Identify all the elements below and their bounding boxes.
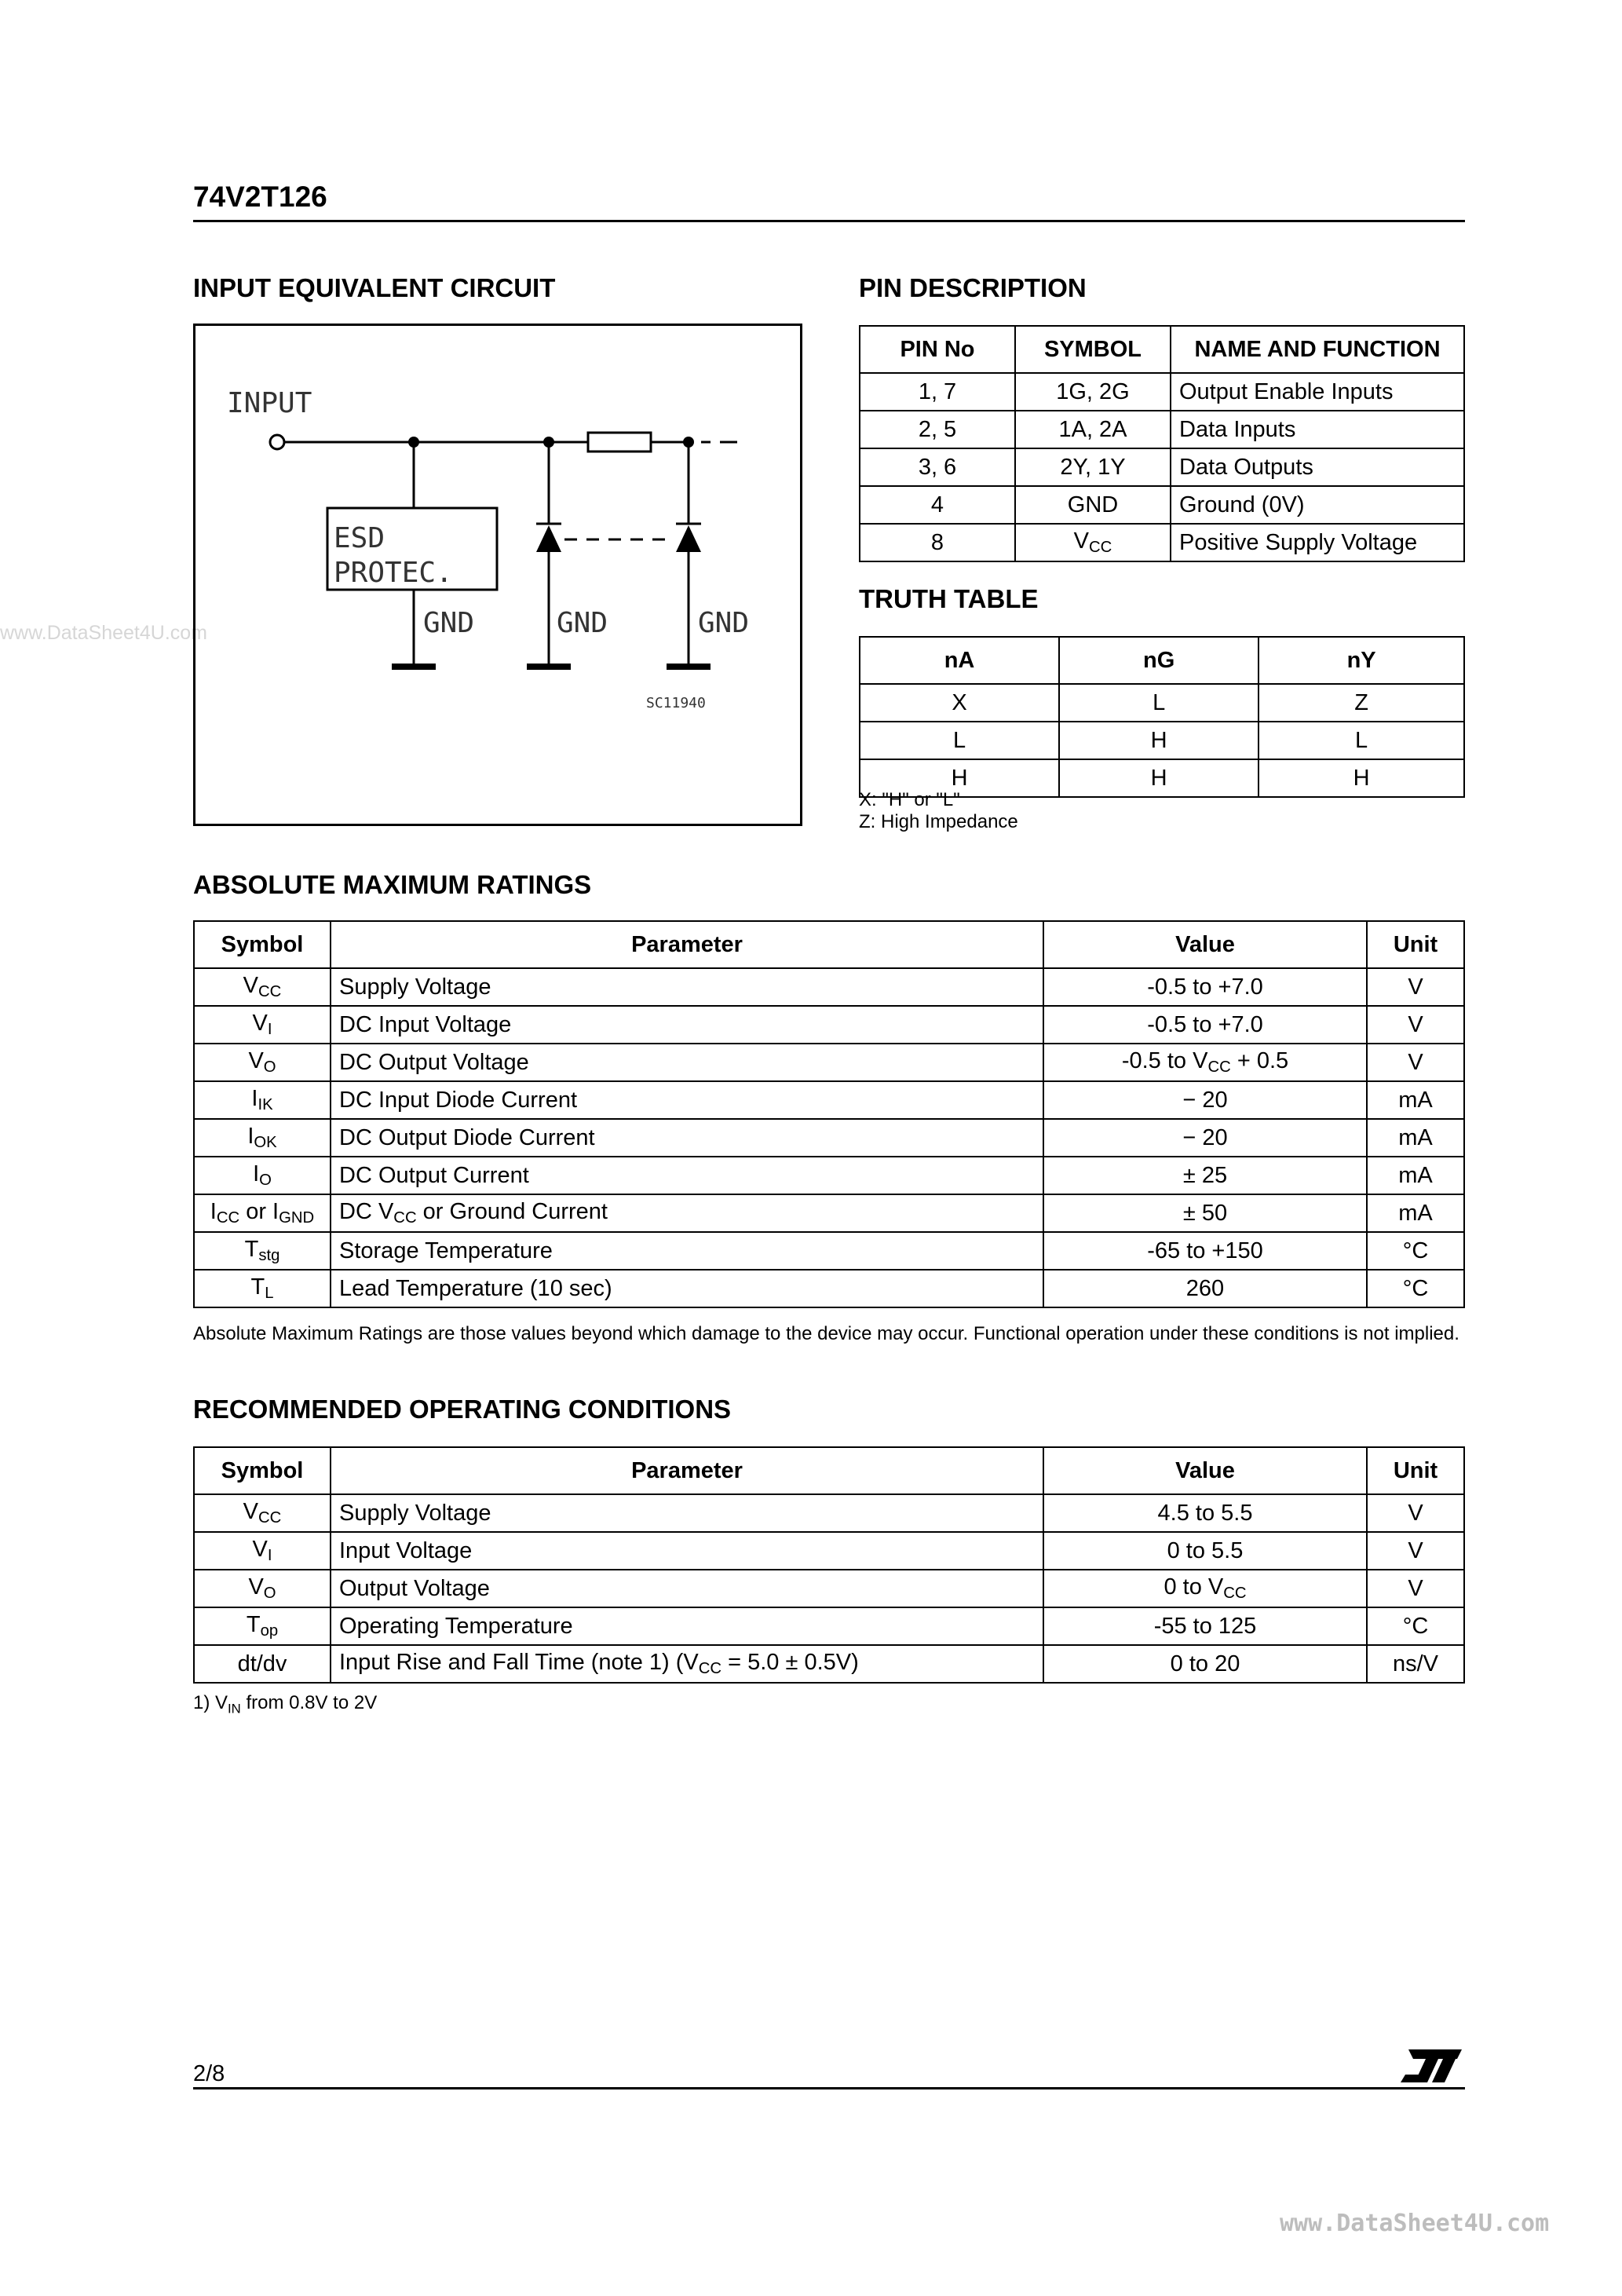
subscript: stg xyxy=(258,1247,280,1265)
symbol-cell: 2Y, 1Y xyxy=(1015,448,1171,486)
circuit-diagram xyxy=(193,324,802,826)
name-cell: Data Outputs xyxy=(1171,448,1464,486)
table-cell: Lead Temperature (10 sec) xyxy=(331,1270,1043,1307)
text-span: V xyxy=(243,1498,259,1524)
table-cell: 0 to 20 xyxy=(1043,1645,1367,1683)
watermark-left: www.DataSheet4U.com xyxy=(0,622,208,644)
text-span: or Ground Current xyxy=(416,1198,608,1224)
table-row xyxy=(194,1119,1464,1157)
table-cell: 0 to 5.5 xyxy=(1043,1532,1367,1570)
pin-cell: 8 xyxy=(860,524,1015,561)
text-span: -0.5 to V xyxy=(1121,1047,1208,1073)
table-cell xyxy=(1043,1570,1367,1607)
symbol-cell: 1G, 2G xyxy=(1015,373,1171,411)
table-cell: V xyxy=(1367,1532,1464,1570)
table-cell: Z xyxy=(1259,684,1464,722)
truth-table xyxy=(859,636,1465,798)
pin-cell: 4 xyxy=(860,486,1015,524)
table-cell xyxy=(1043,1044,1367,1081)
table-row xyxy=(860,684,1464,722)
subscript: I xyxy=(267,1021,272,1039)
table-header-cell: Parameter xyxy=(331,1447,1043,1494)
table-cell: -0.5 to +7.0 xyxy=(1043,1006,1367,1044)
table-header-cell: Symbol xyxy=(194,921,331,968)
table-cell: mA xyxy=(1367,1119,1464,1157)
name-cell: Positive Supply Voltage xyxy=(1171,524,1464,561)
table-cell xyxy=(194,1194,331,1232)
table-cell: V xyxy=(1367,1494,1464,1532)
table-cell: °C xyxy=(1367,1607,1464,1645)
table-cell: Input Voltage xyxy=(331,1532,1043,1570)
table-row xyxy=(194,1645,1464,1683)
subscript: O xyxy=(263,1058,276,1077)
ny-header: nY xyxy=(1259,637,1464,684)
rec-op-table xyxy=(193,1446,1465,1684)
footer-rule xyxy=(193,2087,1465,2089)
table-cell xyxy=(194,1044,331,1081)
gnd-label-3: GND xyxy=(698,607,750,639)
text-span: V xyxy=(1073,528,1090,554)
table-cell: H xyxy=(860,759,1059,797)
table-header-cell: Symbol xyxy=(194,1447,331,1494)
table-header-row xyxy=(194,1447,1464,1494)
subscript: CC xyxy=(1223,1585,1247,1603)
table-cell: V xyxy=(1367,1570,1464,1607)
text-span: 0 to V xyxy=(1164,1574,1224,1600)
table-cell: V xyxy=(1367,1006,1464,1044)
table-header-cell: Parameter xyxy=(331,921,1043,968)
table-row xyxy=(860,448,1464,486)
na-header: nA xyxy=(860,637,1059,684)
abs-max-table xyxy=(193,920,1465,1308)
text-span: V xyxy=(252,1010,268,1036)
table-row xyxy=(194,1232,1464,1270)
table-cell: mA xyxy=(1367,1081,1464,1119)
table-header-row xyxy=(194,921,1464,968)
rec-op-note xyxy=(193,1693,377,1720)
text-span: I xyxy=(247,1123,254,1149)
circuit-code: SC11940 xyxy=(646,695,706,711)
text-span: DC V xyxy=(339,1198,394,1224)
table-cell xyxy=(194,1119,331,1157)
table-header-cell: Value xyxy=(1043,1447,1367,1494)
table-cell: Supply Voltage xyxy=(331,1494,1043,1532)
table-header-row xyxy=(860,637,1464,684)
table-cell: DC Output Diode Current xyxy=(331,1119,1043,1157)
table-row xyxy=(194,1044,1464,1081)
table-cell: ± 50 xyxy=(1043,1194,1367,1232)
table-cell xyxy=(194,968,331,1006)
subscript: CC xyxy=(393,1209,417,1227)
table-row xyxy=(194,1157,1464,1194)
junction-dot xyxy=(408,437,419,448)
table-cell: X xyxy=(860,684,1059,722)
ng-header: nG xyxy=(1059,637,1259,684)
watermark-bottom: www.DataSheet4U.com xyxy=(1280,2210,1550,2237)
table-cell: DC Output Voltage xyxy=(331,1044,1043,1081)
table-cell xyxy=(194,1607,331,1645)
table-cell: ± 25 xyxy=(1043,1157,1367,1194)
table-row xyxy=(194,1006,1464,1044)
table-cell: − 20 xyxy=(1043,1119,1367,1157)
table-row xyxy=(194,1494,1464,1532)
subscript: CC xyxy=(258,983,282,1001)
subscript: IK xyxy=(258,1096,273,1114)
table-cell: H xyxy=(1259,759,1464,797)
abs-max-note: Absolute Maximum Ratings are those values beyond which damage to the device may occur. Functional operation under these conditions is not implied. xyxy=(193,1323,1459,1344)
resistor-icon xyxy=(588,433,651,452)
subscript: CC xyxy=(1089,539,1112,557)
table-row xyxy=(194,1194,1464,1232)
table-header-cell: Unit xyxy=(1367,1447,1464,1494)
table-cell: 260 xyxy=(1043,1270,1367,1307)
table-header-cell: Value xyxy=(1043,921,1367,968)
truth-table-title: TRUTH TABLE xyxy=(859,584,1039,613)
table-cell: − 20 xyxy=(1043,1081,1367,1119)
header-rule xyxy=(193,220,1465,222)
table-cell: L xyxy=(1059,684,1259,722)
pin-description-table xyxy=(859,325,1465,562)
table-row xyxy=(860,373,1464,411)
esd-label-2: PROTEC. xyxy=(334,557,453,589)
table-row xyxy=(194,1532,1464,1570)
input-terminal-icon xyxy=(270,435,284,449)
pin-cell: 3, 6 xyxy=(860,448,1015,486)
text-span: I xyxy=(251,1085,258,1111)
text-span: V xyxy=(243,972,259,998)
text-span: 1) V xyxy=(193,1692,228,1713)
esd-label-1: ESD xyxy=(334,522,385,554)
table-row xyxy=(860,722,1464,759)
subscript: GND xyxy=(279,1209,315,1227)
subscript: OK xyxy=(254,1134,277,1152)
table-cell: V xyxy=(1367,1044,1464,1081)
table-cell: L xyxy=(1259,722,1464,759)
input-label: INPUT xyxy=(227,387,312,419)
text-span: V xyxy=(248,1574,264,1600)
text-span: = 5.0 ± 0.5V) xyxy=(721,1649,859,1675)
table-cell xyxy=(194,1157,331,1194)
table-cell: L xyxy=(860,722,1059,759)
table-cell: -55 to 125 xyxy=(1043,1607,1367,1645)
subscript: CC xyxy=(258,1509,282,1527)
table-header-row xyxy=(860,326,1464,373)
table-cell xyxy=(194,1570,331,1607)
gnd-label-2: GND xyxy=(557,607,608,639)
symbol-cell: GND xyxy=(1015,486,1171,524)
table-cell: Output Voltage xyxy=(331,1570,1043,1607)
pin-cell: 1, 7 xyxy=(860,373,1015,411)
abs-max-title: ABSOLUTE MAXIMUM RATINGS xyxy=(193,870,592,899)
table-row xyxy=(860,411,1464,448)
table-cell: °C xyxy=(1367,1232,1464,1270)
symbol-cell: 1A, 2A xyxy=(1015,411,1171,448)
name-cell: Output Enable Inputs xyxy=(1171,373,1464,411)
subscript: IN xyxy=(228,1701,241,1717)
table-row xyxy=(194,1081,1464,1119)
table-cell: °C xyxy=(1367,1270,1464,1307)
subscript: op xyxy=(260,1622,279,1640)
table-row xyxy=(194,1607,1464,1645)
table-cell: 4.5 to 5.5 xyxy=(1043,1494,1367,1532)
table-cell: dt/dv xyxy=(194,1645,331,1683)
junction-dot xyxy=(683,437,694,448)
subscript: L xyxy=(265,1285,274,1303)
name-header: NAME AND FUNCTION xyxy=(1171,326,1464,373)
table-cell xyxy=(194,1081,331,1119)
table-cell: DC Input Voltage xyxy=(331,1006,1043,1044)
circuit-title: INPUT EQUIVALENT CIRCUIT xyxy=(193,273,556,302)
symbol-header: SYMBOL xyxy=(1015,326,1171,373)
table-cell: V xyxy=(1367,968,1464,1006)
subscript: O xyxy=(259,1172,272,1190)
diode-icon xyxy=(676,525,701,552)
table-cell: Supply Voltage xyxy=(331,968,1043,1006)
table-cell xyxy=(331,1645,1043,1683)
text-span: + 0.5 xyxy=(1230,1047,1289,1073)
table-row xyxy=(194,1570,1464,1607)
pin-header: PIN No xyxy=(860,326,1015,373)
junction-dot xyxy=(543,437,554,448)
text-span: T xyxy=(244,1236,259,1262)
pin-cell: 2, 5 xyxy=(860,411,1015,448)
gnd-label-1: GND xyxy=(423,607,475,639)
table-row xyxy=(860,524,1464,561)
text-span: Input Rise and Fall Time (note 1) (V xyxy=(339,1649,699,1675)
subscript: I xyxy=(267,1547,272,1565)
table-cell: -0.5 to +7.0 xyxy=(1043,968,1367,1006)
truth-note-1: X: "H" or "L" xyxy=(859,789,960,810)
table-row xyxy=(194,968,1464,1006)
subscript: O xyxy=(263,1585,276,1603)
table-cell xyxy=(194,1532,331,1570)
subscript: CC xyxy=(216,1209,240,1227)
name-cell: Data Inputs xyxy=(1171,411,1464,448)
table-row xyxy=(194,1270,1464,1307)
text-span: T xyxy=(246,1611,261,1637)
table-cell xyxy=(331,1194,1043,1232)
table-row xyxy=(860,486,1464,524)
table-cell xyxy=(194,1232,331,1270)
table-cell: Operating Temperature xyxy=(331,1607,1043,1645)
text-span: I xyxy=(210,1198,217,1224)
table-cell: H xyxy=(1059,722,1259,759)
table-cell xyxy=(194,1494,331,1532)
table-cell xyxy=(194,1006,331,1044)
table-cell: DC Input Diode Current xyxy=(331,1081,1043,1119)
table-cell: mA xyxy=(1367,1157,1464,1194)
table-cell: ns/V xyxy=(1367,1645,1464,1683)
table-cell: -65 to +150 xyxy=(1043,1232,1367,1270)
table-cell: mA xyxy=(1367,1194,1464,1232)
table-cell xyxy=(194,1270,331,1307)
st-logo-icon xyxy=(1397,2046,1465,2089)
circuit-schematic xyxy=(195,326,800,824)
table-header-cell: Unit xyxy=(1367,921,1464,968)
name-cell: Ground (0V) xyxy=(1171,486,1464,524)
text-span: V xyxy=(248,1047,264,1073)
pin-description-title: PIN DESCRIPTION xyxy=(859,273,1087,302)
document-title: 74V2T126 xyxy=(193,181,327,213)
text-span: V xyxy=(252,1536,268,1562)
symbol-cell xyxy=(1015,524,1171,561)
subscript: CC xyxy=(698,1660,722,1678)
text-span: T xyxy=(250,1274,265,1300)
rec-op-title: RECOMMENDED OPERATING CONDITIONS xyxy=(193,1395,732,1424)
page-number: 2/8 xyxy=(193,2061,225,2086)
table-cell: DC Output Current xyxy=(331,1157,1043,1194)
diode-icon xyxy=(536,525,561,552)
text-span: or I xyxy=(239,1198,279,1224)
table-cell: H xyxy=(1059,759,1259,797)
truth-note-2: Z: High Impedance xyxy=(859,811,1018,832)
text-span: from 0.8V to 2V xyxy=(240,1692,378,1713)
text-span: I xyxy=(253,1161,260,1186)
subscript: CC xyxy=(1207,1058,1231,1077)
table-cell: Storage Temperature xyxy=(331,1232,1043,1270)
